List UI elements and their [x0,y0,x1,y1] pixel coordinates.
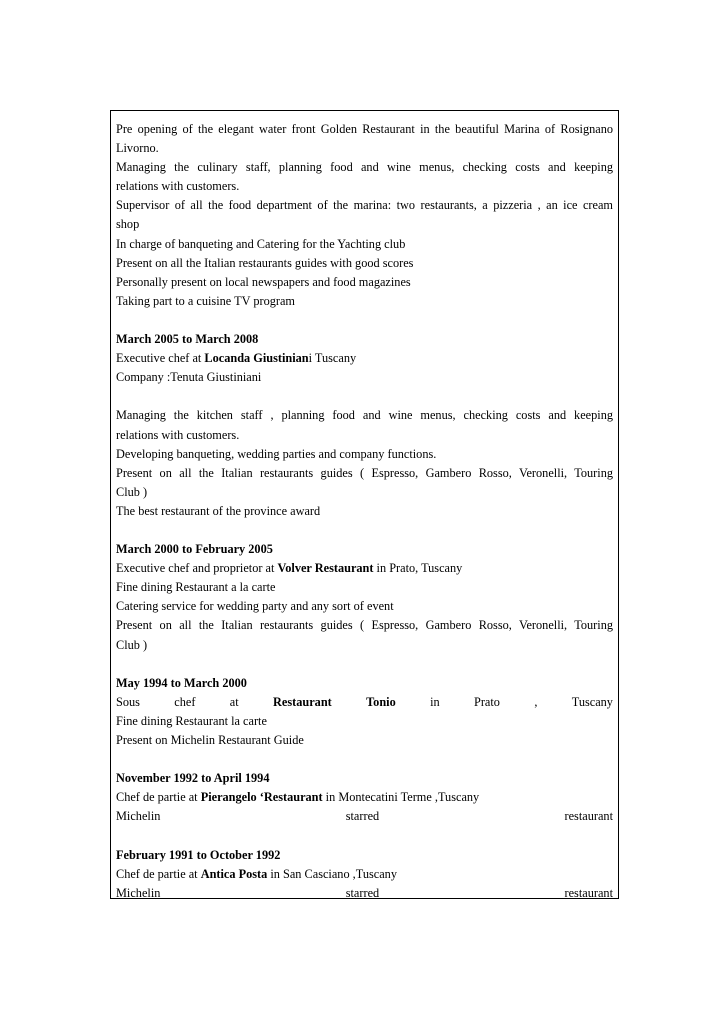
job-line: Developing banqueting, wedding parties and company functions. [116,446,437,461]
job-title: Chef de partie at Antica Posta in San Casciano ,Tuscany [116,866,397,881]
job-entry-antica-posta [116,846,613,903]
employer-name: Locanda Giustinian [204,351,309,366]
job-note: Michelin starred restaurant [116,809,613,824]
job-line: Present on all the Italian restaurants guides ( Espresso, Gambero Rosso, Veronelli, Touring [116,465,613,480]
job-dates: March 2000 to February 2005 [116,542,273,557]
intro-section [116,120,613,311]
intro-line: Livorno. [116,141,159,156]
job-title: Executive chef and proprietor at Volver Restaurant in Prato, Tuscany [116,561,463,576]
employer-name: Antica Posta [200,866,268,881]
job-line: relations with customers. [116,427,240,442]
job-title: Sous chef at Restaurant Tonio in Prato , Tuscany [116,693,613,712]
intro-line: Present on all the Italian restaurants guides with good scores [116,255,414,270]
job-line: The best restaurant of the province award [116,503,321,518]
intro-line: Pre opening of the elegant water front Golden Restaurant in the beautiful Marina of Rosignano [116,122,613,136]
job-entry-restaurant-tonio [116,674,613,750]
job-dates: February 1991 to October 1992 [116,847,281,862]
job-line: Fine dining Restaurant a la carte [116,580,276,595]
intro-line: Taking part to a cuisine TV program [116,293,295,308]
job-line: Club ) [116,484,148,499]
job-entry-volver-restaurant [116,540,613,655]
intro-line: Supervisor of all the food department of the marina: two restaurants, a pizzeria , an ice cream [116,198,613,213]
job-line: Fine dining Restaurant la carte [116,713,267,728]
job-line: Present on Michelin Restaurant Guide [116,733,304,747]
job-line: Present on all the Italian restaurants guides ( Espresso, Gambero Rosso, Veronelli, Touring [116,618,613,633]
employer-name: Restaurant [273,694,332,709]
employer-name: Pierangelo ‘Restaurant [200,790,323,805]
job-line: Club ) [116,637,148,652]
job-line: Catering service for wedding party and any sort of event [116,599,394,614]
intro-line: relations with customers. [116,179,240,194]
intro-line: Managing the culinary staff, planning food and wine menus, checking costs and keeping [116,160,613,175]
intro-line: shop [116,217,140,232]
employer-name: Tonio [366,694,396,709]
intro-line: In charge of banqueting and Catering for the Yachting club [116,236,406,251]
job-dates: November 1992 to April 1994 [116,771,270,786]
resume-content [116,120,613,903]
job-entry-pierangelo [116,769,613,826]
job-company: Company :Tenuta Giustiniani [116,370,262,385]
employer-name: Volver Restaurant [277,561,374,576]
intro-line: Personally present on local newspapers and food magazines [116,274,411,289]
job-note: Michelin starred restaurant [116,885,613,900]
job-title: Executive chef at Locanda Giustiniani Tuscany [116,351,357,366]
job-dates: March 2005 to March 2008 [116,332,259,347]
job-dates: May 1994 to March 2000 [116,675,247,690]
job-title: Chef de partie at Pierangelo ‘Restaurant in Montecatini Terme ,Tuscany [116,790,480,805]
job-line: Managing the kitchen staff , planning food and wine menus, checking costs and keeping [116,408,613,423]
job-entry-locanda-giustiniani [116,330,613,521]
